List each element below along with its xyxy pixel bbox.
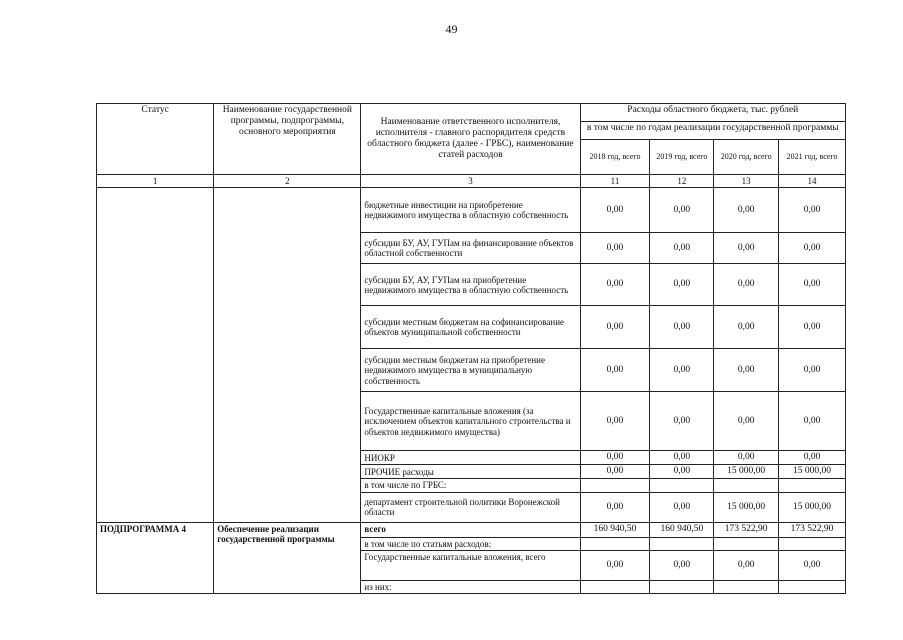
row-label: департамент строительной политики Воронежской области <box>361 492 580 522</box>
column-number: 11 <box>580 175 650 188</box>
row-label: субсидии БУ, АУ, ГУПам на приобретение недвижимого имущества в областную собственность <box>361 264 580 306</box>
row-value: 15 000,00 <box>779 492 846 522</box>
row-value: 0,00 <box>650 451 714 465</box>
row-value: 15 000,00 <box>714 465 779 479</box>
row-value: 0,00 <box>650 465 714 479</box>
row-label: из них: <box>361 580 580 593</box>
row-value: 160 940,50 <box>650 522 714 537</box>
header-year-2019: 2019 год, всего <box>650 140 714 175</box>
row-value: 0,00 <box>714 188 779 233</box>
row-value: 0,00 <box>779 264 846 306</box>
row-value: 0,00 <box>580 349 650 392</box>
column-number: 14 <box>779 175 846 188</box>
row-value: 0,00 <box>650 392 714 451</box>
header-executor: Наименование ответственного исполнителя, исполнителя - главного распорядителя средств областного бюджета (далее - ГРБС), наименование статей расходов <box>361 104 580 175</box>
row-value: 0,00 <box>580 264 650 306</box>
row-label: бюджетные инвестиции на приобретение недвижимого имущества в областную собственность <box>361 188 580 233</box>
row-value: 0,00 <box>650 188 714 233</box>
row-value: 173 522,90 <box>714 522 779 537</box>
row-value: 0,00 <box>779 306 846 349</box>
row-value: 0,00 <box>714 451 779 465</box>
row-value: 173 522,90 <box>779 522 846 537</box>
row-value: 0,00 <box>779 188 846 233</box>
row-value-empty <box>580 580 650 593</box>
row-value: 0,00 <box>580 465 650 479</box>
row-label: ПРОЧИЕ расходы <box>361 465 580 479</box>
row-value-empty <box>779 537 846 550</box>
row-value: 0,00 <box>779 349 846 392</box>
row-value-empty <box>779 479 846 492</box>
column-number: 1 <box>97 175 214 188</box>
row-value: 0,00 <box>714 233 779 264</box>
row-value: 0,00 <box>650 550 714 580</box>
header-year-2021: 2021 год, всего <box>779 140 846 175</box>
header-by-years: в том числе по годам реализации государственной программы <box>580 122 845 140</box>
row-label: в том числе по статьям расходов: <box>361 537 580 550</box>
row-value-empty <box>779 580 846 593</box>
header-expenses: Расходы областного бюджета, тыс. рублей <box>580 104 845 122</box>
row-value: 15 000,00 <box>779 465 846 479</box>
row-label: в том числе по ГРБС: <box>361 479 580 492</box>
row-value-empty <box>714 479 779 492</box>
column-number: 12 <box>650 175 714 188</box>
row-value: 0,00 <box>650 349 714 392</box>
row-value: 0,00 <box>580 306 650 349</box>
row-value-empty <box>580 537 650 550</box>
row-label: всего <box>361 522 580 537</box>
row-value: 0,00 <box>580 188 650 233</box>
row-label: субсидии БУ, АУ, ГУПам на финансирование объектов областной собственности <box>361 233 580 264</box>
budget-table <box>96 103 846 594</box>
row-value: 0,00 <box>580 392 650 451</box>
row-value: 0,00 <box>779 392 846 451</box>
row-value-empty <box>650 580 714 593</box>
status-cell-empty <box>97 188 214 522</box>
row-value-empty <box>714 537 779 550</box>
row-value-empty <box>650 537 714 550</box>
row-value: 0,00 <box>580 492 650 522</box>
row-value: 0,00 <box>650 306 714 349</box>
row-value: 0,00 <box>779 451 846 465</box>
header-year-2018: 2018 год, всего <box>580 140 650 175</box>
row-label: НИОКР <box>361 451 580 465</box>
subprogram-name: Обеспечение реализации государственной программы <box>214 522 361 594</box>
column-number: 13 <box>714 175 779 188</box>
row-value: 160 940,50 <box>580 522 650 537</box>
row-label: Государственные капитальные вложения, всего <box>361 550 580 580</box>
header-year-2020: 2020 год, всего <box>714 140 779 175</box>
row-value: 0,00 <box>580 451 650 465</box>
row-value-empty <box>650 479 714 492</box>
row-value: 15 000,00 <box>714 492 779 522</box>
row-value: 0,00 <box>650 264 714 306</box>
row-value-empty <box>714 580 779 593</box>
row-value: 0,00 <box>714 306 779 349</box>
row-label: Государственные капитальные вложения (за исключением объектов капитального строительства и объектов недвижимого имущества) <box>361 392 580 451</box>
row-value: 0,00 <box>650 492 714 522</box>
column-number: 3 <box>361 175 580 188</box>
subprogram-status: ПОДПРОГРАММА 4 <box>97 522 214 594</box>
page-number: 49 <box>445 22 458 36</box>
column-number: 2 <box>214 175 361 188</box>
program-cell-empty <box>214 188 361 522</box>
row-value: 0,00 <box>779 550 846 580</box>
row-value: 0,00 <box>714 264 779 306</box>
header-program-name: Наименование государственной программы, подпрограммы, основного мероприятия <box>214 104 361 175</box>
header-status: Статус <box>97 104 214 175</box>
row-value: 0,00 <box>580 550 650 580</box>
row-value: 0,00 <box>650 233 714 264</box>
row-value: 0,00 <box>779 233 846 264</box>
row-label: субсидии местным бюджетам на софинансирование объектов муниципальной собственности <box>361 306 580 349</box>
row-value-empty <box>580 479 650 492</box>
row-value: 0,00 <box>714 349 779 392</box>
row-value: 0,00 <box>580 233 650 264</box>
row-value: 0,00 <box>714 550 779 580</box>
row-label: субсидии местным бюджетам на приобретение недвижимого имущества в муниципальную собственность <box>361 349 580 392</box>
row-value: 0,00 <box>714 392 779 451</box>
